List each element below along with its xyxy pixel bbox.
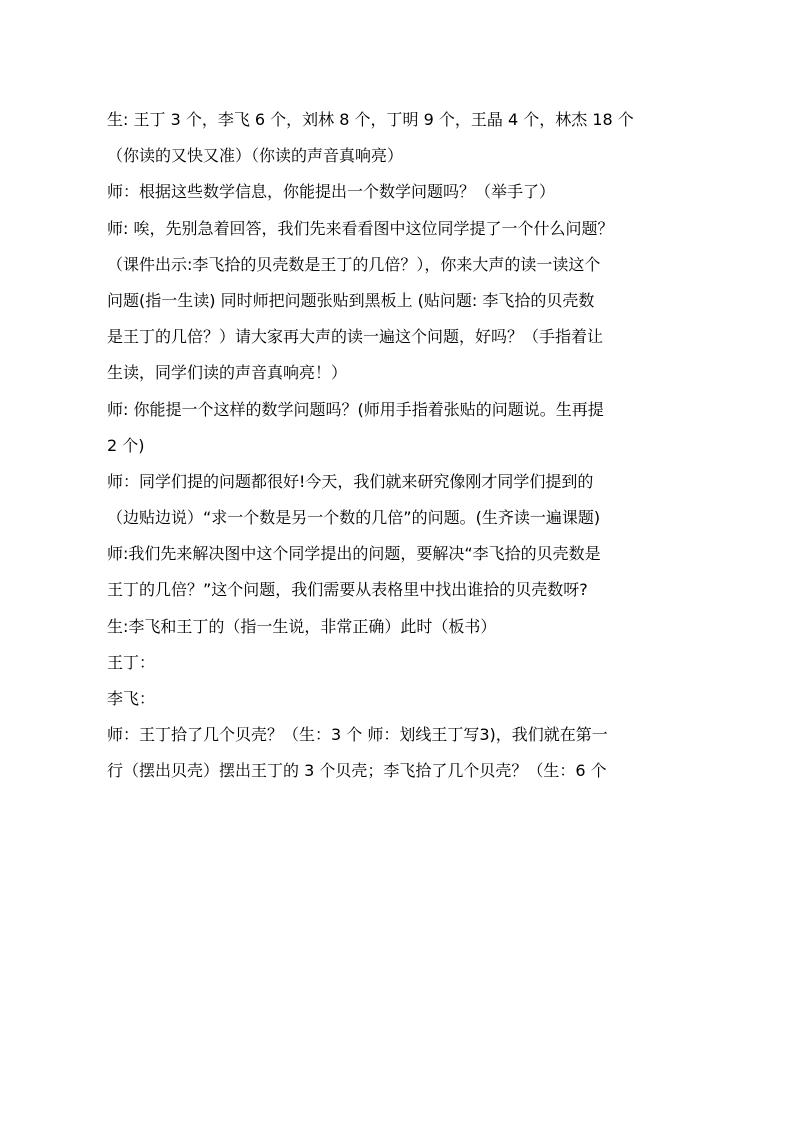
text-line: （课件出示:李飞拾的贝壳数是王丁的几倍？），你来大声的读一读这个 bbox=[107, 254, 601, 274]
document-body bbox=[107, 102, 695, 790]
text-line: 行（摆出贝壳）摆出王丁的 3 个贝壳；李飞拾了几个贝壳？（生：6 个 bbox=[107, 761, 607, 781]
text-line: 王丁： bbox=[107, 652, 156, 672]
text-line: 师：根据这些数学信息，你能提出一个数学问题吗？（举手了） bbox=[107, 182, 556, 202]
text-line: 问题(指一生读) 同时师把问题张贴到黑板上 (贴问题: 李飞拾的贝壳数 bbox=[107, 290, 595, 310]
text-line: （边贴边说）“求一个数是另一个数的几倍”的问题。(生齐读一遍课题) bbox=[107, 508, 601, 528]
text-line: 王丁的几倍？”这个问题，我们需要从表格里中找出谁拾的贝壳数呀? bbox=[107, 580, 588, 600]
text-line: 师:我们先来解决图中这个同学提出的问题，要解决“李飞拾的贝壳数是 bbox=[107, 544, 601, 564]
text-line: 李飞： bbox=[107, 689, 156, 708]
text-line: 2 个) bbox=[107, 435, 145, 455]
text-line: （你读的又快又准）（你读的声音真响亮） bbox=[107, 146, 404, 166]
text-line: 师：同学们提的问题都很好!今天，我们就来研究像刚才同学们提到的 bbox=[107, 471, 594, 491]
text-line: 师: 你能提一个这样的数学问题吗？(师用手指着张贴的问题说。生再提 bbox=[107, 399, 604, 419]
text-line: 生: 王丁 3 个，李飞 6 个，刘林 8 个，丁明 9 个，王晶 4 个，林杰 18 个 bbox=[107, 110, 634, 129]
text-line: 生:李飞和王丁的（指一生说，非常正确）此时（板书） bbox=[107, 616, 497, 636]
text-line: 生读，同学们读的声音真响亮！） bbox=[107, 363, 348, 383]
text-line: 是王丁的几倍？）请大家再大声的读一遍这个问题，好吗？（手指着让 bbox=[107, 327, 604, 347]
text-line: 师: 唉，先别急着回答，我们先来看看图中这位同学提了一个什么问题？ bbox=[107, 218, 614, 238]
text-line: 师：王丁拾了几个贝壳？（生：3 个 师：划线王丁写3)，我们就在第一 bbox=[107, 725, 608, 745]
